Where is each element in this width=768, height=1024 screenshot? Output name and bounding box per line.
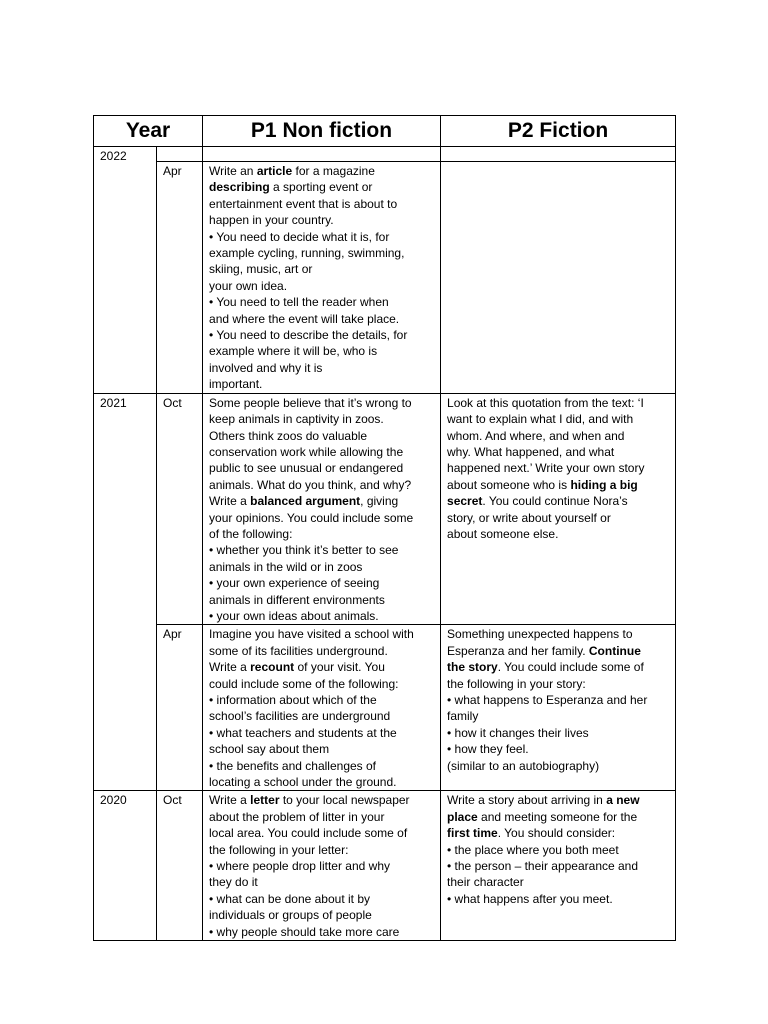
header-row: [94, 116, 676, 147]
month-cell: Oct: [157, 791, 203, 941]
header-p2: P2 Fiction: [441, 116, 676, 147]
table-row: [94, 147, 676, 162]
p1-cell: Some people believe that it’s wrong to keep animals in captivity in zoos. Others think zoos do valuable conservation work while allowing the public to see unusual or endangered animals. What do you think, and why? Write a balanced argument, giving your opinions. You could include some of the following: • whether you think it’s better to see animals in the wild or in zoos • your own experience of seeing animals in different environments • your own ideas about animals.: [203, 393, 441, 625]
year-cell-2022: 2022: [94, 147, 157, 394]
month-cell: Apr: [157, 162, 203, 394]
p2-cell: [441, 162, 676, 394]
header-year: Year: [94, 116, 203, 147]
table-row: [94, 162, 676, 394]
p2-cell: Something unexpected happens to Esperanza and her family. Continue the story. You could include some of the following in your story: • what happens to Esperanza and her family • how it changes their lives • how they feel. (similar to an autobiography): [441, 625, 676, 791]
month-cell: Apr: [157, 625, 203, 791]
p1-cell: [203, 147, 441, 162]
month-cell: [157, 147, 203, 162]
month-cell: Oct: [157, 393, 203, 625]
year-cell-2020: 2020: [94, 791, 157, 941]
p2-cell: Write a story about arriving in a new place and meeting someone for the first time. You should consider: • the place where you both meet • the person – their appearance and their character • what happens after you meet.: [441, 791, 676, 941]
exam-topics-table: [93, 115, 676, 941]
table-row: [94, 625, 676, 791]
table-row: [94, 791, 676, 941]
year-cell-2021: 2021: [94, 393, 157, 791]
header-p1: P1 Non fiction: [203, 116, 441, 147]
p1-cell: Write an article for a magazine describing a sporting event or entertainment event that is about to happen in your country. • You need to decide what it is, for example cycling, running, swimming, skiing, music, art or your own idea. • You need to tell the reader when and where the event will take place. • You need to describe the details, for example where it will be, who is involved and why it is important.: [203, 162, 441, 394]
p2-cell: [441, 147, 676, 162]
p1-cell: Imagine you have visited a school with some of its facilities underground. Write a recount of your visit. You could include some of the following: • information about which of the school’s facilities are underground • what teachers and students at the school say about them • the benefits and challenges of locating a school under the ground.: [203, 625, 441, 791]
p1-cell: Write a letter to your local newspaper about the problem of litter in your local area. You could include some of the following in your letter: • where people drop litter and why they do it • what can be done about it by individuals or groups of people • why people should take more care: [203, 791, 441, 941]
table-row: [94, 393, 676, 625]
p2-cell: Look at this quotation from the text: ‘I want to explain what I did, and with whom. And where, and when and why. What happened, and what happened next.’ Write your own story about someone who is hiding a big secret. You could continue Nora’s story, or write about yourself or about someone else.: [441, 393, 676, 625]
